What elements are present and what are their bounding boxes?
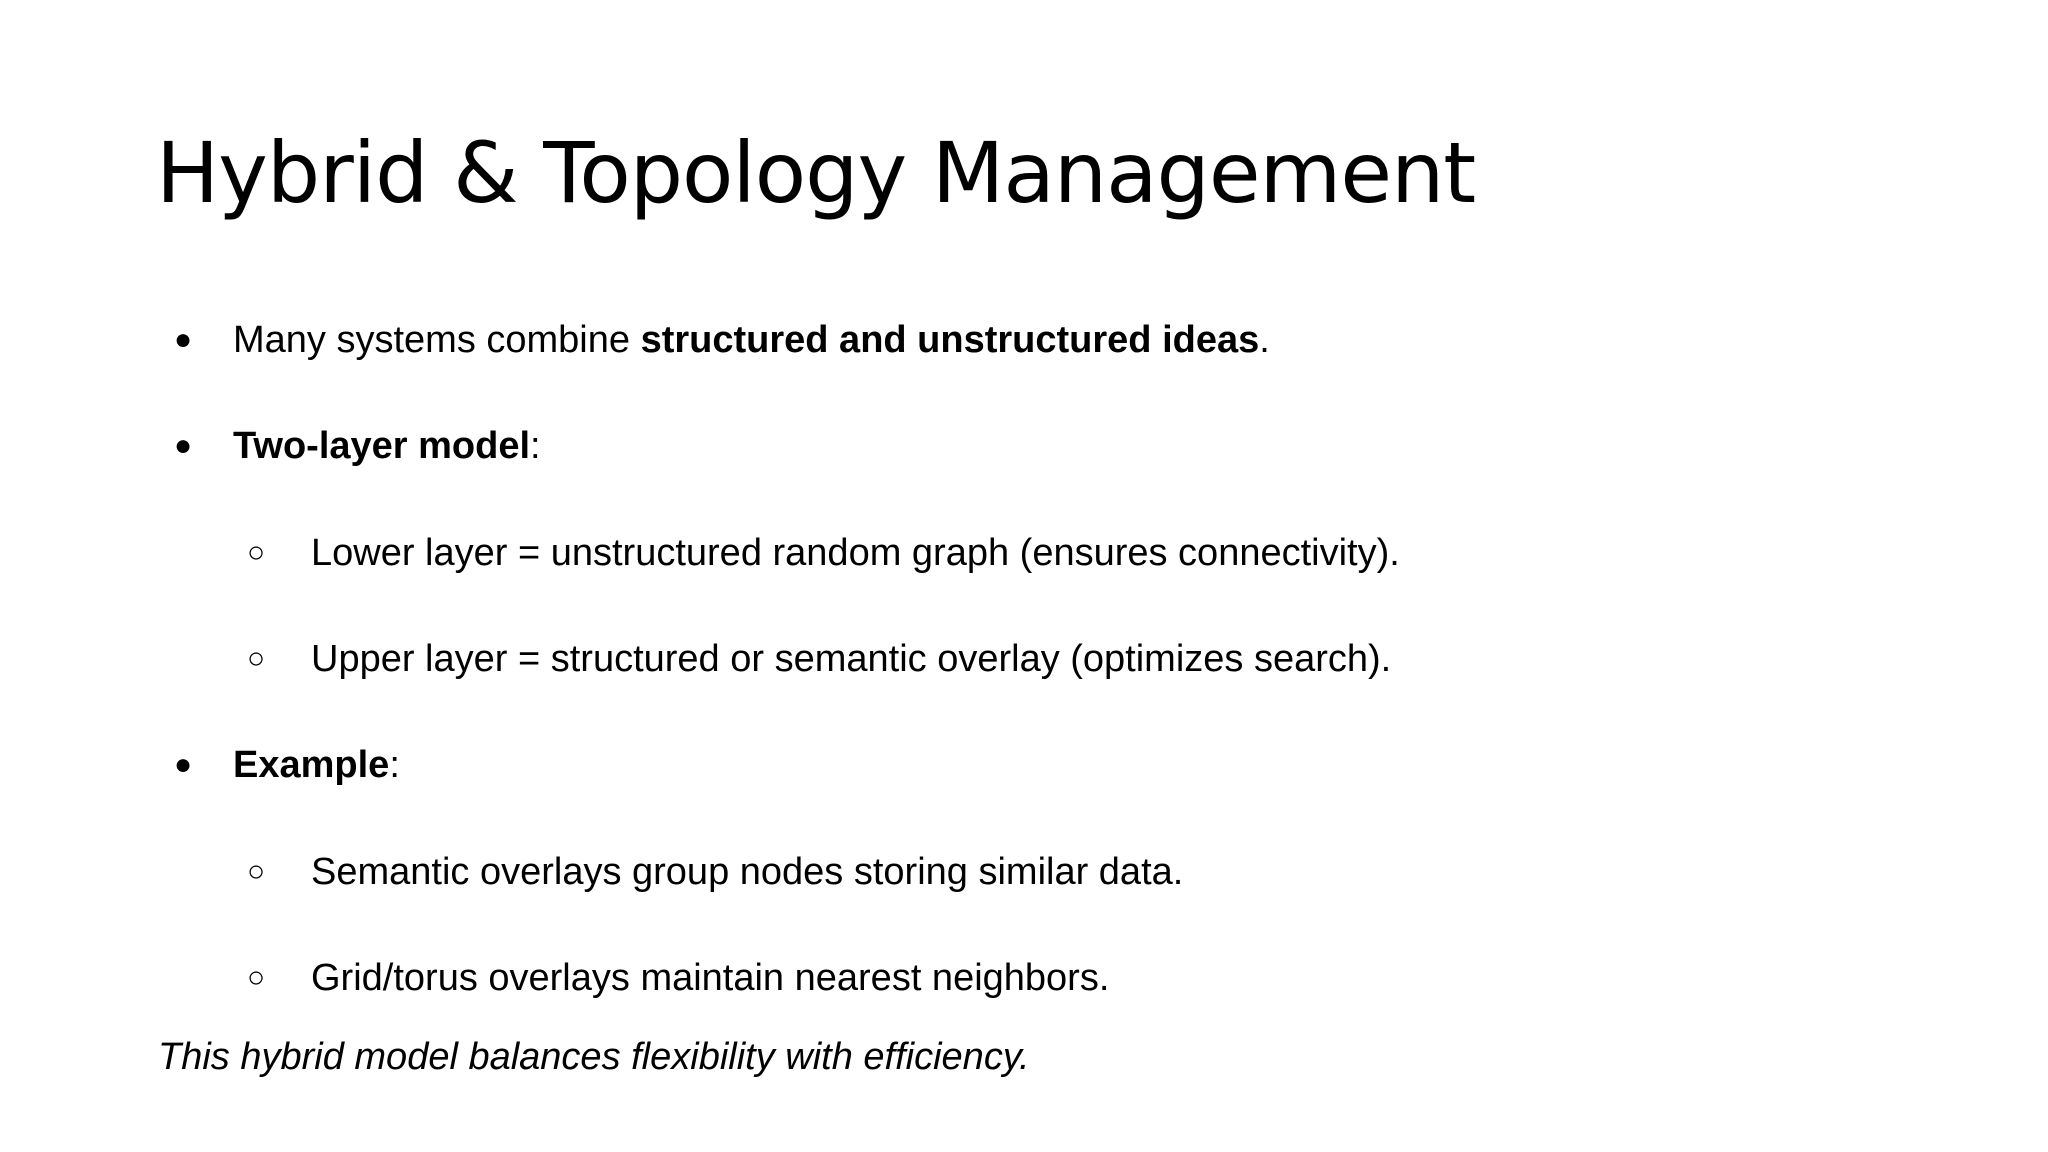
bullet-marker: ● [174, 748, 193, 781]
bullet-item [174, 318, 1270, 362]
bullet-text-suffix: . [1259, 319, 1270, 361]
sub-bullet-marker: ○ [247, 536, 266, 569]
bullet-text: Many systems combine [233, 319, 641, 361]
sub-bullet-text: Semantic overlays group nodes storing similar data. [311, 851, 1184, 893]
bullet-text-suffix: : [389, 744, 400, 786]
sub-bullet-text: Grid/torus overlays maintain nearest neighbors. [311, 957, 1110, 999]
slide-footer-note: This hybrid model balances flexibility with efficiency. [158, 1036, 1030, 1078]
sub-bullet-item [247, 850, 1184, 894]
sub-bullet-marker: ○ [247, 961, 266, 994]
bullet-bold-text: structured and unstructured ideas [640, 319, 1260, 361]
bullet-marker: ● [174, 323, 193, 356]
sub-bullet-item [247, 956, 1110, 1000]
bullet-bold-text: Example [233, 744, 390, 786]
sub-bullet-marker: ○ [247, 855, 266, 888]
bullet-marker: ● [174, 429, 193, 462]
sub-bullet-item [247, 637, 1392, 681]
bullet-text-suffix: : [530, 425, 541, 467]
sub-bullet-item [247, 531, 1400, 575]
slide-title: Hybrid & Topology Management [156, 124, 1476, 222]
bullet-item [174, 424, 541, 468]
bullet-item [174, 743, 400, 787]
sub-bullet-marker: ○ [247, 642, 266, 675]
bullet-bold-text: Two-layer model [233, 425, 531, 467]
sub-bullet-text: Upper layer = structured or semantic overlay (optimizes search). [311, 638, 1392, 680]
sub-bullet-text: Lower layer = unstructured random graph (ensures connectivity). [311, 532, 1400, 574]
